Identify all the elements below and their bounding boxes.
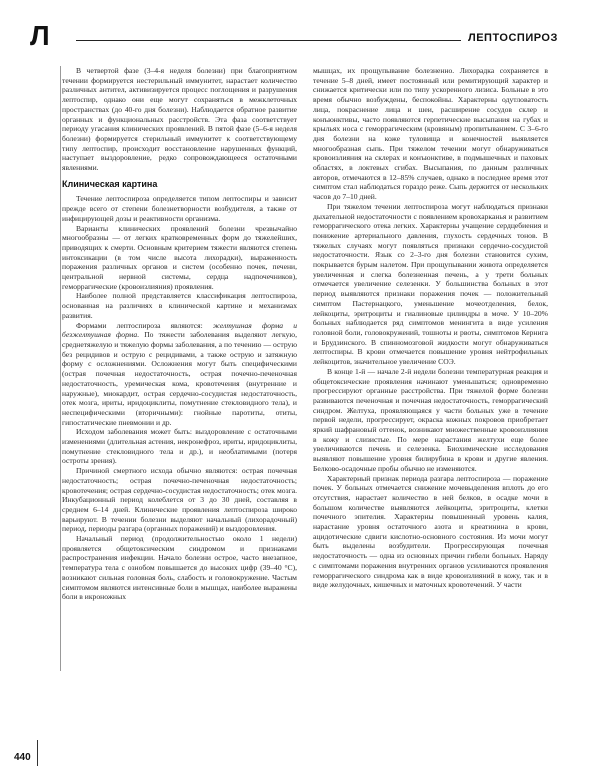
paragraph-forms bbox=[62, 321, 297, 428]
paragraph: В конце 1-й — начале 2-й недели болезни температурная реакция и общетоксические проявления начинают уменьшаться; одновременно прогрессируют органные расстройства. При тяжелой форме болезни развиваются печеночная и почечная недостаточность, геморрагический синдром. Желтуха, проявляющаяся у части больных уже в течение первой недели, прогрессирует, окраска кожных покровов приобретает яркий шафрановый оттенок, возникают множественные кровоизлияния в кожу и слизистые. По мере нарастания желтухи еще более увеличиваются печень и селезенка. Биохимические исследования выявляют повышение уровня билирубина в крови и другие явления. Белково-осадочные пробы обычно не изменяются. bbox=[313, 366, 548, 473]
paragraph: Наиболее полной представляется классификация лептоспироза, основанная на различиях в клинической картине и механизмах развития. bbox=[62, 291, 297, 320]
paragraph: При тяжелом течении лептоспироза могут наблюдаться признаки дыхательной недостаточности с появлением кровохарканья и развитием геморрагического отека легких. Характерны учащение сердцебиения и понижение артериального давления, глухость сердечных тонов. В тяжелых случаях могут появляться признаки сердечно-сосудистой недостаточности. Язык со 2–3-го дня болезни становится сухим, покрывается бурым налетом. При прощупывании живота определяется увеличенная и слегка болезненная печень, а у трети больных отмечается увеличение селезенки. У большинства больных в этот период выявляются признаки поражения почек — положительный симптом Пастернацкого, уменьшение мочеотделения, белок, лейкоциты, эритроциты и гиалиновые цилиндры в моче. У 10–20% больных наблюдается ряд симптомов менингита в виде усиления головной боли, головокружений, тошноты и рвоты, симптомов Кернига и Брудзинского. В спинномозговой жидкости могут обнаруживаться лептоспиры. В крови отмечается повышение уровня нейтрофильных лейкоцитов, значительное увеличение СОЭ. bbox=[313, 201, 548, 367]
paragraph: Течение лептоспироза определяется типом лептоспиры и зависит прежде всего от степени болезнетворности возбудителя, а также от инфицирующей дозы и реактивности организма. bbox=[62, 194, 297, 223]
paragraph: В четвертой фазе (3–4-я неделя болезни) при благоприятном течении формируется нестерильный иммунитет, нарастает количество различных антител, активизируется процесс поглощения и разрушения лептоспир, однако они еще могут сохраняться в межклеточных пространствах (до 40-го дня болезни). Наблюдается обратное развитие органных и функциональных расстройств. Эта фаза соответствует периоду угасания клинических проявлений. В пятой фазе (5–6-я неделя болезни) формируется стерильный иммунитет к соответствующему типу лептоспир, происходит восстановление нарушенных функций, наступает выздоровление, редко сопровождающееся остаточными явлениями. bbox=[62, 66, 297, 173]
paragraph: Характерный признак периода разгара лептоспироза — поражение почек. У больных отмечается снижение мочевыделения вплоть до его отсутствия, нарастает количество в ней белков, в осадке мочи в большом количестве выявляются лейкоциты, эритроциты, клетки почечного эпителия. Характерны повышенный уровень калия, нарастание уровня остаточного азота и креатинина в крови, ацидотические сдвиги кислотно-основного состояния. Из мочи могут быть выделены возбудители. Прогрессирующая почечная недостаточность — одна из основных причин гибели больных. Наряду с симптомами поражения внутренних органов усиливаются проявления геморрагического синдрома как в виде кровоизлияний в кожу, так и в виде желудочных, кишечных и маточных кровотечений. У части bbox=[313, 473, 548, 590]
right-column bbox=[313, 66, 548, 590]
paragraph: Причиной смертного исхода обычно являются: острая почечная недостаточность; острая почечно-печеночная недостаточность; кровотечения; острая сердечно-сосудистая недостаточность; отек мозга. Инкубационный период колеблется от 3 до 30 дней, составляя в среднем 6–14 дней. Клинические проявления лептоспироза широко варьируют. В течении болезни выделяют начальный (лихорадочный) период, периоды разгара (органных поражений) и выздоровления. bbox=[62, 466, 297, 534]
header-rule bbox=[76, 40, 461, 41]
forms-lead: Формами лептоспироза являются: bbox=[76, 320, 213, 330]
page-number: 440 bbox=[14, 752, 31, 763]
forms-emphasis: желтушная форма и безжелтушная форма bbox=[62, 320, 297, 340]
paragraph: Варианты клинических проявлений болезни чрезвычайно многообразны — от легких кратковременных форм до тяжелейших, приводящих к смерти. Основным критерием тяжести являются степень интоксикации (в том числе высота лихорадки), выраженность поражения различных органов и систем (особенно почек, печени, центральной нервной системы, сердца надпочечников), геморрагические (кровоизлияния) проявления. bbox=[62, 223, 297, 291]
paragraph: Исходом заболевания может быть: выздоровление с остаточными изменениями (длительная астения, некронефроз, ириты, иридоциклиты, помутнение стекловидного тела и др.), и необлатимыми (потеря остроты зрения). bbox=[62, 427, 297, 466]
left-margin-rule bbox=[60, 66, 61, 671]
left-column bbox=[62, 66, 297, 602]
paragraph: мышцах, их прощупывание болезненно. Лихорадка сохраняется в течение 5–8 дней, имеет постоянный или ремитирующий характер и снижается критически или по типу ускоренного лизиса. Больные в это время обычно возбуждены, беспокойны. Характерны одутловатость лица, покраснение лица и шеи, расширение сосудов склер и конъюнктивы, часто появляются герпетические высыпания на губах и крыльях носа с геморрагическим (кровяным) пропитыванием. С 3–6-го дня болезни на коже туловища и конечностей выявляется многообразная сыпь. При тяжелом течении могут обнаруживаться кровоизлияния на склерах и конъюнктиве, в подмышечных и паховых областях, в локтевых сгибах. Высыпания, по данным различных авторов, отмечаются в 12–85% случаев, однако в последнее время этот симптом стал наблюдаться гораздо реже. Сыпь держится от нескольких часов до 7–10 дней. bbox=[313, 66, 548, 202]
section-letter: Л bbox=[30, 20, 50, 51]
forms-rest: . По тяжести заболевания выделяют легкую, среднетяжелую и тяжелую формы заболевания, а по течению — острую без рецидивов и острую с рецидивами, а также острую и затяжную форму с осложнениями. Осложнения могут быть специфическими (острая почечная недостаточность, острая почечно-печеночная недостаточность, уремическая кома, кровотечения (внутренние и наружные), миокардит, острая сердечно-сосудистая недостаточность, отек мозга, ириты, иридоциклиты, помутнение стекловидного тела), и неспецифическими (вторичными): гнойные паротиты, отиты, гипостатические пневмонии и др. bbox=[62, 330, 297, 427]
section-heading: Клиническая картина bbox=[62, 178, 158, 189]
page-number-rule bbox=[37, 740, 38, 766]
paragraph: Начальный период (продолжительностью около 1 недели) проявляется общетоксическим синдромом и признаками распространения инфекции. Начало болезни острое, часто внезапное, температура тела с ознобом повышается до высоких цифр (39–40 °С), возникают сильная головная боль, слабость и головокружение. Частым симптомом являются интенсивные боли в мышцах, наиболее выражены боли в икроножных bbox=[62, 534, 297, 602]
running-title: ЛЕПТОСПИРОЗ bbox=[468, 32, 558, 44]
